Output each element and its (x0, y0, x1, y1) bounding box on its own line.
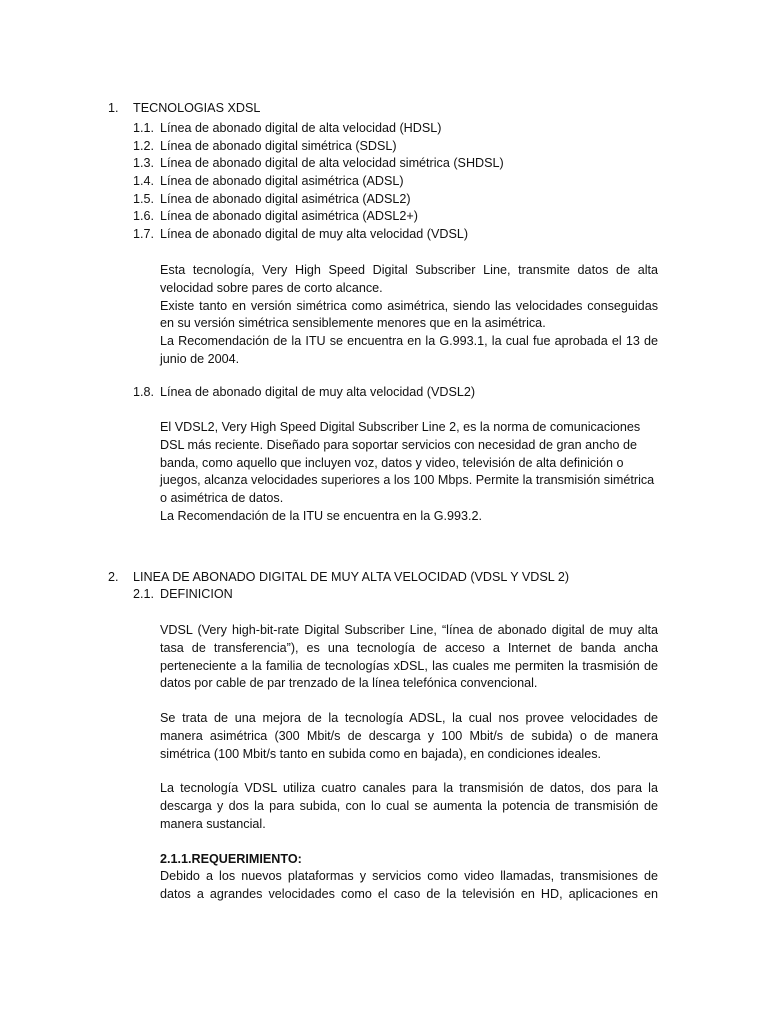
section-1-title: TECNOLOGIAS XDSL (133, 101, 261, 115)
item-1-2-label: Línea de abonado digital simétrica (SDSL) (160, 139, 397, 153)
item-1-7-number: 1.7. (133, 227, 155, 241)
definition-paragraph-2: Se trata de una mejora de la tecnología ADSL, la cual nos provee velocidades de manera asimétrica (300 Mbit/s de descarga y 100 Mbit/s de subida) o de manera simétrica (100 Mbit/s tanto en subida como en bajada), en condiciones ideales. (160, 711, 658, 761)
section-1-number: 1. (108, 101, 119, 115)
section-2-number: 2. (108, 570, 119, 584)
item-2-1-label: DEFINICION (160, 587, 233, 601)
vdsl-description (160, 262, 658, 369)
item-1-8-label: Línea de abonado digital de muy alta velocidad (VDSL2) (160, 385, 476, 399)
vdsl2-description (160, 419, 658, 526)
section-2-title: LINEA DE ABONADO DIGITAL DE MUY ALTA VELOCIDAD (VDSL Y VDSL 2) (133, 570, 570, 584)
item-1-4-number: 1.4. (133, 174, 155, 188)
item-1-1-label: Línea de abonado digital de alta velocidad (HDSL) (160, 121, 442, 135)
item-1-6-number: 1.6. (133, 209, 155, 223)
vdsl2-paragraph-2: La Recomendación de la ITU se encuentra en la G.993.2. (160, 508, 483, 523)
item-1-4-label: Línea de abonado digital asimétrica (ADSL) (160, 174, 404, 188)
vdsl2-paragraph-1: El VDSL2, Very High Speed Digital Subscriber Line 2, es la norma de comunicaciones DSL más reciente. Diseñado para soportar servicios con necesidad de gran ancho de banda, como aquello que incluyen voz, datos y video, televisión de alta definición o juegos, alcanza velocidades superiores a los 100 Mbps. Permite la transmisión simétrica o asimétrica de datos. (160, 420, 655, 506)
item-1-8-number: 1.8. (133, 385, 155, 399)
item-1-6-label: Línea de abonado digital asimétrica (ADSL2+) (160, 209, 418, 223)
item-1-5-label: Línea de abonado digital asimétrica (ADSL2) (160, 192, 411, 206)
item-1-3-label: Línea de abonado digital de alta velocidad simétrica (SHDSL) (160, 156, 504, 170)
requirement-paragraph: Debido a los nuevos plataformas y servicios como video llamadas, transmisiones de datos a agrandes velocidades como el caso de la televisión en HD, aplicaciones en (160, 869, 658, 901)
item-1-2-number: 1.2. (133, 139, 155, 153)
item-1-1-number: 1.1. (133, 121, 155, 135)
vdsl-paragraph-3: La Recomendación de la ITU se encuentra en la G.993.1, la cual fue aprobada el 13 de junio de 2004. (160, 334, 658, 366)
vdsl-paragraph-1: Esta tecnología, Very High Speed Digital Subscriber Line, transmite datos de alta velocidad sobre pares de corto alcance. (160, 263, 658, 295)
definition-paragraph-3: La tecnología VDSL utiliza cuatro canales para la transmisión de datos, dos para la descarga y dos la para subida, con lo cual se aumenta la potencia de transmisión de manera sustancial. (160, 781, 658, 831)
definition-paragraph-1: VDSL (Very high-bit-rate Digital Subscriber Line, “línea de abonado digital de muy alta tasa de transferencia”), es una tecnología de acceso a Internet de banda ancha perteneciente a la familia de tecnologías xDSL, las cuales me permiten la trasmisión de datos por cable de par trenzado de la línea telefónica convencional. (160, 623, 658, 691)
item-1-7-label: Línea de abonado digital de muy alta velocidad (VDSL) (160, 227, 469, 241)
item-1-5-number: 1.5. (133, 192, 155, 206)
item-1-3-number: 1.3. (133, 156, 155, 170)
item-2-1-number: 2.1. (133, 587, 155, 601)
requirement-heading: 2.1.1.REQUERIMIENTO: (160, 852, 302, 866)
vdsl-paragraph-2: Existe tanto en versión simétrica como asimétrica, siendo las velocidades conseguidas en su versión simétrica sensiblemente menores que en la asimétrica. (160, 298, 658, 331)
